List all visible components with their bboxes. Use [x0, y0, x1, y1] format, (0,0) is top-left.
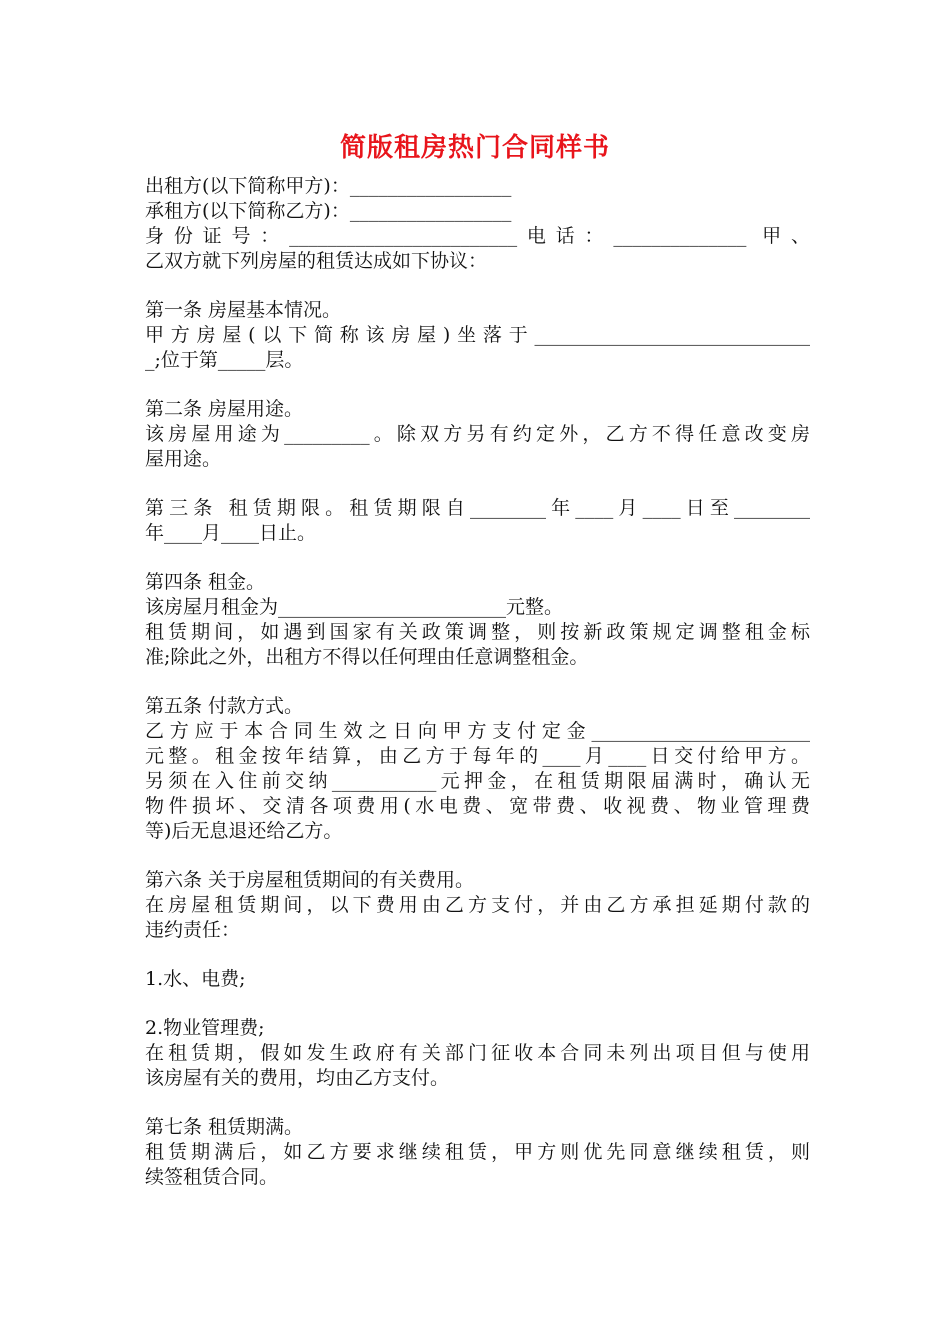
text-line: 乙方应于本合同生效之日向甲方支付定金_______________________: [145, 720, 810, 742]
text-line: 甲方房屋(以下简称该房屋)坐落于_____________________________: [145, 324, 810, 346]
text-line: 该房屋用途为_________。除双方另有约定外，乙方不得任意改变房: [145, 423, 810, 445]
paragraph-gap: [145, 373, 810, 397]
text-line: 租赁期间，如遇到国家有关政策调整，则按新政策规定调整租金标: [145, 621, 810, 643]
article-heading: 第六条 关于房屋租赁期间的有关费用。: [145, 869, 475, 891]
paragraph-gap: [145, 546, 810, 570]
document-title: 简版租房热门合同样书: [339, 133, 610, 163]
article-heading: 第三条 租赁期限。租赁期限自________年____月____日至________: [145, 497, 810, 519]
text-line: 该房屋月租金为________________________元整。: [145, 596, 564, 618]
text-line: 元整。租金按年结算，由乙方于每年的____月____日交付给甲方。: [145, 745, 810, 767]
paragraph-gap: [145, 274, 810, 298]
text-line: 另须在入住前交纳___________元押金，在租赁期限届满时，确认无: [145, 770, 810, 792]
article-heading: 第一条 房屋基本情况。: [145, 299, 342, 321]
text-line: 在房屋租赁期间，以下费用由乙方支付，并由乙方承担延期付款的: [145, 894, 810, 916]
document-body: [145, 174, 810, 1190]
text-line: 身份证号：________________________电话：______________ 甲、: [145, 225, 810, 247]
text-line: 租赁期满后，如乙方要求继续租赁，甲方则优先同意继续租赁，则: [145, 1141, 810, 1163]
list-item: 2.物业管理费;: [145, 1017, 265, 1039]
article-heading: 第四条 租金。: [145, 571, 266, 593]
text-line: 承租方(以下简称乙方)：_________________: [145, 200, 512, 222]
text-line: 准;除此之外，出租方不得以任何理由任意调整租金。: [145, 646, 589, 668]
paragraph-gap: [145, 1091, 810, 1115]
paragraph-gap: [145, 844, 810, 868]
text-line: 年____月____日止。: [145, 522, 317, 544]
list-item: 1.水、电费;: [145, 968, 246, 990]
paragraph-gap: [145, 943, 810, 967]
text-line: 等)后无息退还给乙方。: [145, 820, 343, 842]
paragraph-gap: [145, 472, 810, 496]
article-heading: 第五条 付款方式。: [145, 695, 304, 717]
paragraph-gap: [145, 670, 810, 694]
text-line: 该房屋有关的费用，均由乙方支付。: [145, 1067, 450, 1089]
text-line: 屋用途。: [145, 448, 222, 470]
article-heading: 第二条 房屋用途。: [145, 398, 304, 420]
text-line: 续签租赁合同。: [145, 1166, 279, 1188]
text-line: _;位于第_____层。: [145, 349, 304, 371]
text-line: 违约责任：: [145, 919, 241, 941]
text-line: 出租方(以下简称甲方)：_________________: [145, 175, 512, 197]
text-line: 物件损坏、交清各项费用(水电费、宽带费、收视费、物业管理费: [145, 795, 810, 817]
text-line: 在租赁期，假如发生政府有关部门征收本合同未列出项目但与使用: [145, 1042, 810, 1064]
article-heading: 第七条 租赁期满。: [145, 1116, 304, 1138]
paragraph-gap: [145, 992, 810, 1016]
text-line: 乙双方就下列房屋的租赁达成如下协议：: [145, 250, 488, 272]
